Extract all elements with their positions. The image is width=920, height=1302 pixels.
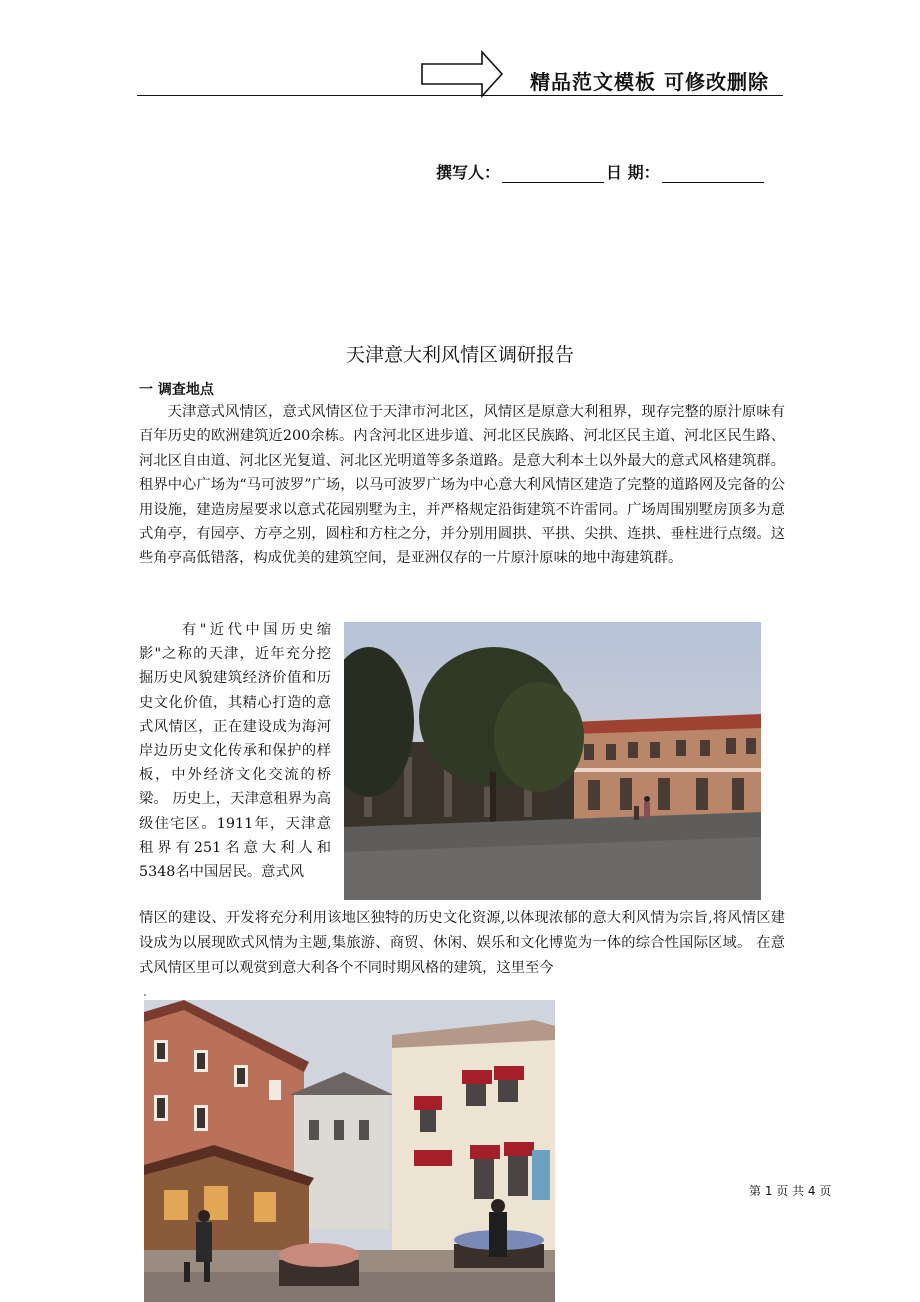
date-label: 日 期：	[606, 163, 660, 182]
page-number: 第 1 页 共 4 页	[749, 1184, 832, 1198]
section-heading: 一 调查地点	[139, 382, 214, 398]
author-label: 撰写人：	[436, 163, 501, 182]
paragraph-history-side: 有"近代中国历史缩影"之称的天津，近年充分挖掘历史风貌建筑经济价值和历史文化价值，其精心打造的意式风情区，正在建设成为海河岸边历史文化传承和保护的样板，中外经济文化交流的桥梁。 历史上，天津意租界为高级住宅区。1911年，天津意租界有251名意大利人和5348名中国居民。意式风	[139, 622, 331, 881]
meta-row	[436, 160, 766, 183]
paragraph-history-continued: 情区的建设、开发将充分利用该地区独特的历史文化资源,以体现浓郁的意大利风情为宗旨,将风情区建设成为以展现欧式风情为主题,集旅游、商贸、休闲、娱乐和文化博览为一体的综合性国际区域。 在意式风情区里可以观赏到意大利各个不同时期风格的建筑，这里至今	[139, 910, 785, 976]
right-arrow-outline-icon	[420, 50, 504, 98]
date-blank-field[interactable]	[662, 164, 764, 183]
document-title: 天津意大利风情区调研报告	[345, 344, 574, 366]
header-title: 精品范文模板 可修改删除	[530, 70, 769, 94]
paragraph-location: 天津意式风情区，意式风情区位于天津市河北区，风情区是原意大利租界，现存完整的原汁原味有百年历史的欧洲建筑近200余栋。内含河北区进步道、河北区民族路、河北区民主道、河北区民生路、河北区自由道、河北区光复道、河北区光明道等多条道路。是意大利本土以外最大的意式风格建筑群。租界中心广场为“马可波罗”广场，以马可波罗广场为中心意大利风情区建造了完整的道路网及完备的公用设施，建造房屋要求以意式花园别墅为主，并严格规定沿街建筑不许雷同。广场周围别墅房顶多为意式角亭，有园亭、方亭之别，圆柱和方柱之分，并分别用圆拱、平拱、尖拱、连拱、垂柱进行点缀。这些角亭高低错落，构成优美的建筑空间，是亚洲仅存的一片原汁原味的地中海建筑群。	[139, 404, 785, 567]
header-rule	[137, 95, 783, 96]
author-blank-field[interactable]	[502, 164, 604, 183]
photo-marco-polo-square	[344, 622, 761, 900]
photo-street-buildings	[144, 1000, 555, 1302]
paragraph-mark	[144, 994, 146, 996]
